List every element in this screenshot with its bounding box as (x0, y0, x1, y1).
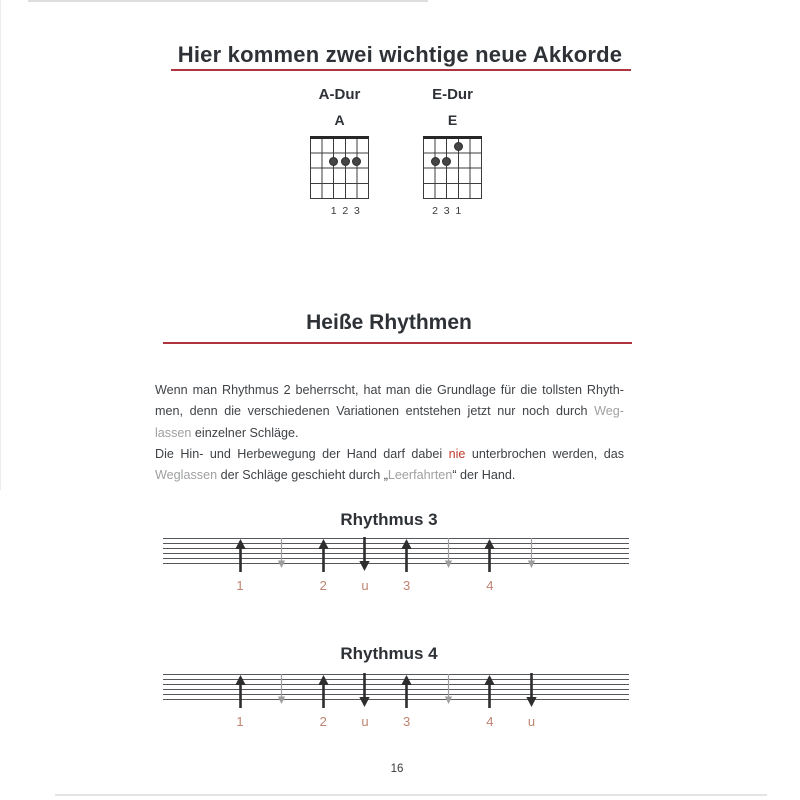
upstroke-arrow (400, 675, 413, 713)
highlighted-gray-word: Leerfahrten (387, 468, 453, 483)
body-text: “ der Hand. (452, 468, 516, 483)
paragraph-line (155, 423, 624, 444)
upstroke-arrow (234, 675, 247, 713)
finger-number: 2 (342, 205, 349, 217)
beat-count-label: 2 (319, 714, 327, 729)
scan-artifact (55, 794, 767, 796)
body-text: Wenn man Rhythmus 2 beherrscht, hat man die Grundlage für die tollsten Rhyth- (155, 383, 624, 397)
upstroke-arrow (483, 539, 496, 577)
downstroke-arrow (525, 673, 538, 712)
finger-dot (352, 157, 361, 166)
paragraph-line (155, 380, 624, 401)
chord-letter-e: E (447, 112, 458, 128)
finger-dot (431, 157, 440, 166)
upstroke-arrow (483, 675, 496, 713)
paragraph-line (155, 444, 624, 465)
title-underline (171, 69, 631, 71)
section-title: Heiße Rhythmen (306, 311, 472, 334)
chord-letter-a: A (334, 112, 345, 128)
rhythm-4-title: Rhythmus 4 (340, 644, 438, 663)
beat-count-label: u (361, 714, 369, 729)
ghost-downstroke-arrow (442, 538, 455, 573)
highlighted-gray-word: Weg- (594, 404, 624, 419)
body-text: men, denn die verschiedenen Variationen entstehen jetzt nur noch durch (155, 404, 595, 419)
finger-dot (442, 157, 451, 166)
paragraph-line (155, 465, 624, 486)
chord-nut (310, 136, 369, 139)
upstroke-arrow (400, 539, 413, 577)
body-text: der Schläge geschieht durch „ (217, 468, 388, 483)
scan-artifact (28, 0, 428, 2)
ghost-downstroke-arrow (275, 674, 288, 709)
body-text: unterbrochen werden, das (465, 446, 625, 461)
section-underline (163, 342, 632, 344)
upstroke-arrow (317, 539, 330, 577)
ghost-downstroke-arrow (525, 538, 538, 573)
downstroke-arrow (358, 537, 371, 576)
beat-count-label: 1 (236, 578, 244, 593)
rhythm-3-title: Rhythmus 3 (340, 510, 438, 529)
highlighted-gray-word: Weglassen (155, 468, 218, 483)
body-text: Die Hin- und Herbewegung der Hand darf dabei (155, 446, 449, 461)
rhythm-3-staff (163, 538, 629, 593)
beat-count-label: 1 (236, 714, 244, 729)
beat-count-label: 3 (402, 714, 411, 729)
finger-number: 2 (432, 205, 439, 217)
beat-count-label: u (361, 578, 369, 593)
highlighted-gray-word: lassen (155, 425, 192, 440)
beat-count-label: 4 (486, 714, 494, 729)
finger-dot (454, 142, 463, 151)
finger-number: 1 (455, 205, 462, 217)
page-number: 16 (390, 763, 404, 775)
chord-diagram-e-major (423, 137, 482, 217)
ghost-downstroke-arrow (442, 674, 455, 709)
finger-dot (341, 157, 350, 166)
beat-count-label: 3 (402, 578, 411, 593)
downstroke-arrow (358, 673, 371, 712)
body-text: einzelner Schläge. (191, 425, 299, 440)
paragraph-line (155, 401, 624, 422)
finger-dot (329, 157, 338, 166)
ghost-downstroke-arrow (275, 538, 288, 573)
finger-number: 3 (443, 205, 450, 217)
finger-number: 3 (353, 205, 360, 217)
beat-count-label: 2 (319, 578, 327, 593)
page-title: Hier kommen zwei wichtige neue Akkorde (177, 42, 623, 67)
upstroke-arrow (317, 675, 330, 713)
chord-diagram-a-major (310, 137, 369, 217)
instruction-paragraph (155, 380, 624, 486)
beat-count-label: u (527, 714, 536, 729)
finger-number: 1 (330, 205, 337, 217)
beat-count-label: 4 (486, 578, 494, 593)
rhythm-4-staff (163, 674, 629, 729)
upstroke-arrow (234, 539, 247, 577)
chord-name-a-dur: A-Dur (318, 86, 361, 103)
scan-artifact (0, 0, 1, 490)
chord-nut (423, 136, 482, 139)
chord-name-e-dur: E-Dur (432, 86, 473, 103)
highlighted-red-word: nie (448, 446, 466, 461)
